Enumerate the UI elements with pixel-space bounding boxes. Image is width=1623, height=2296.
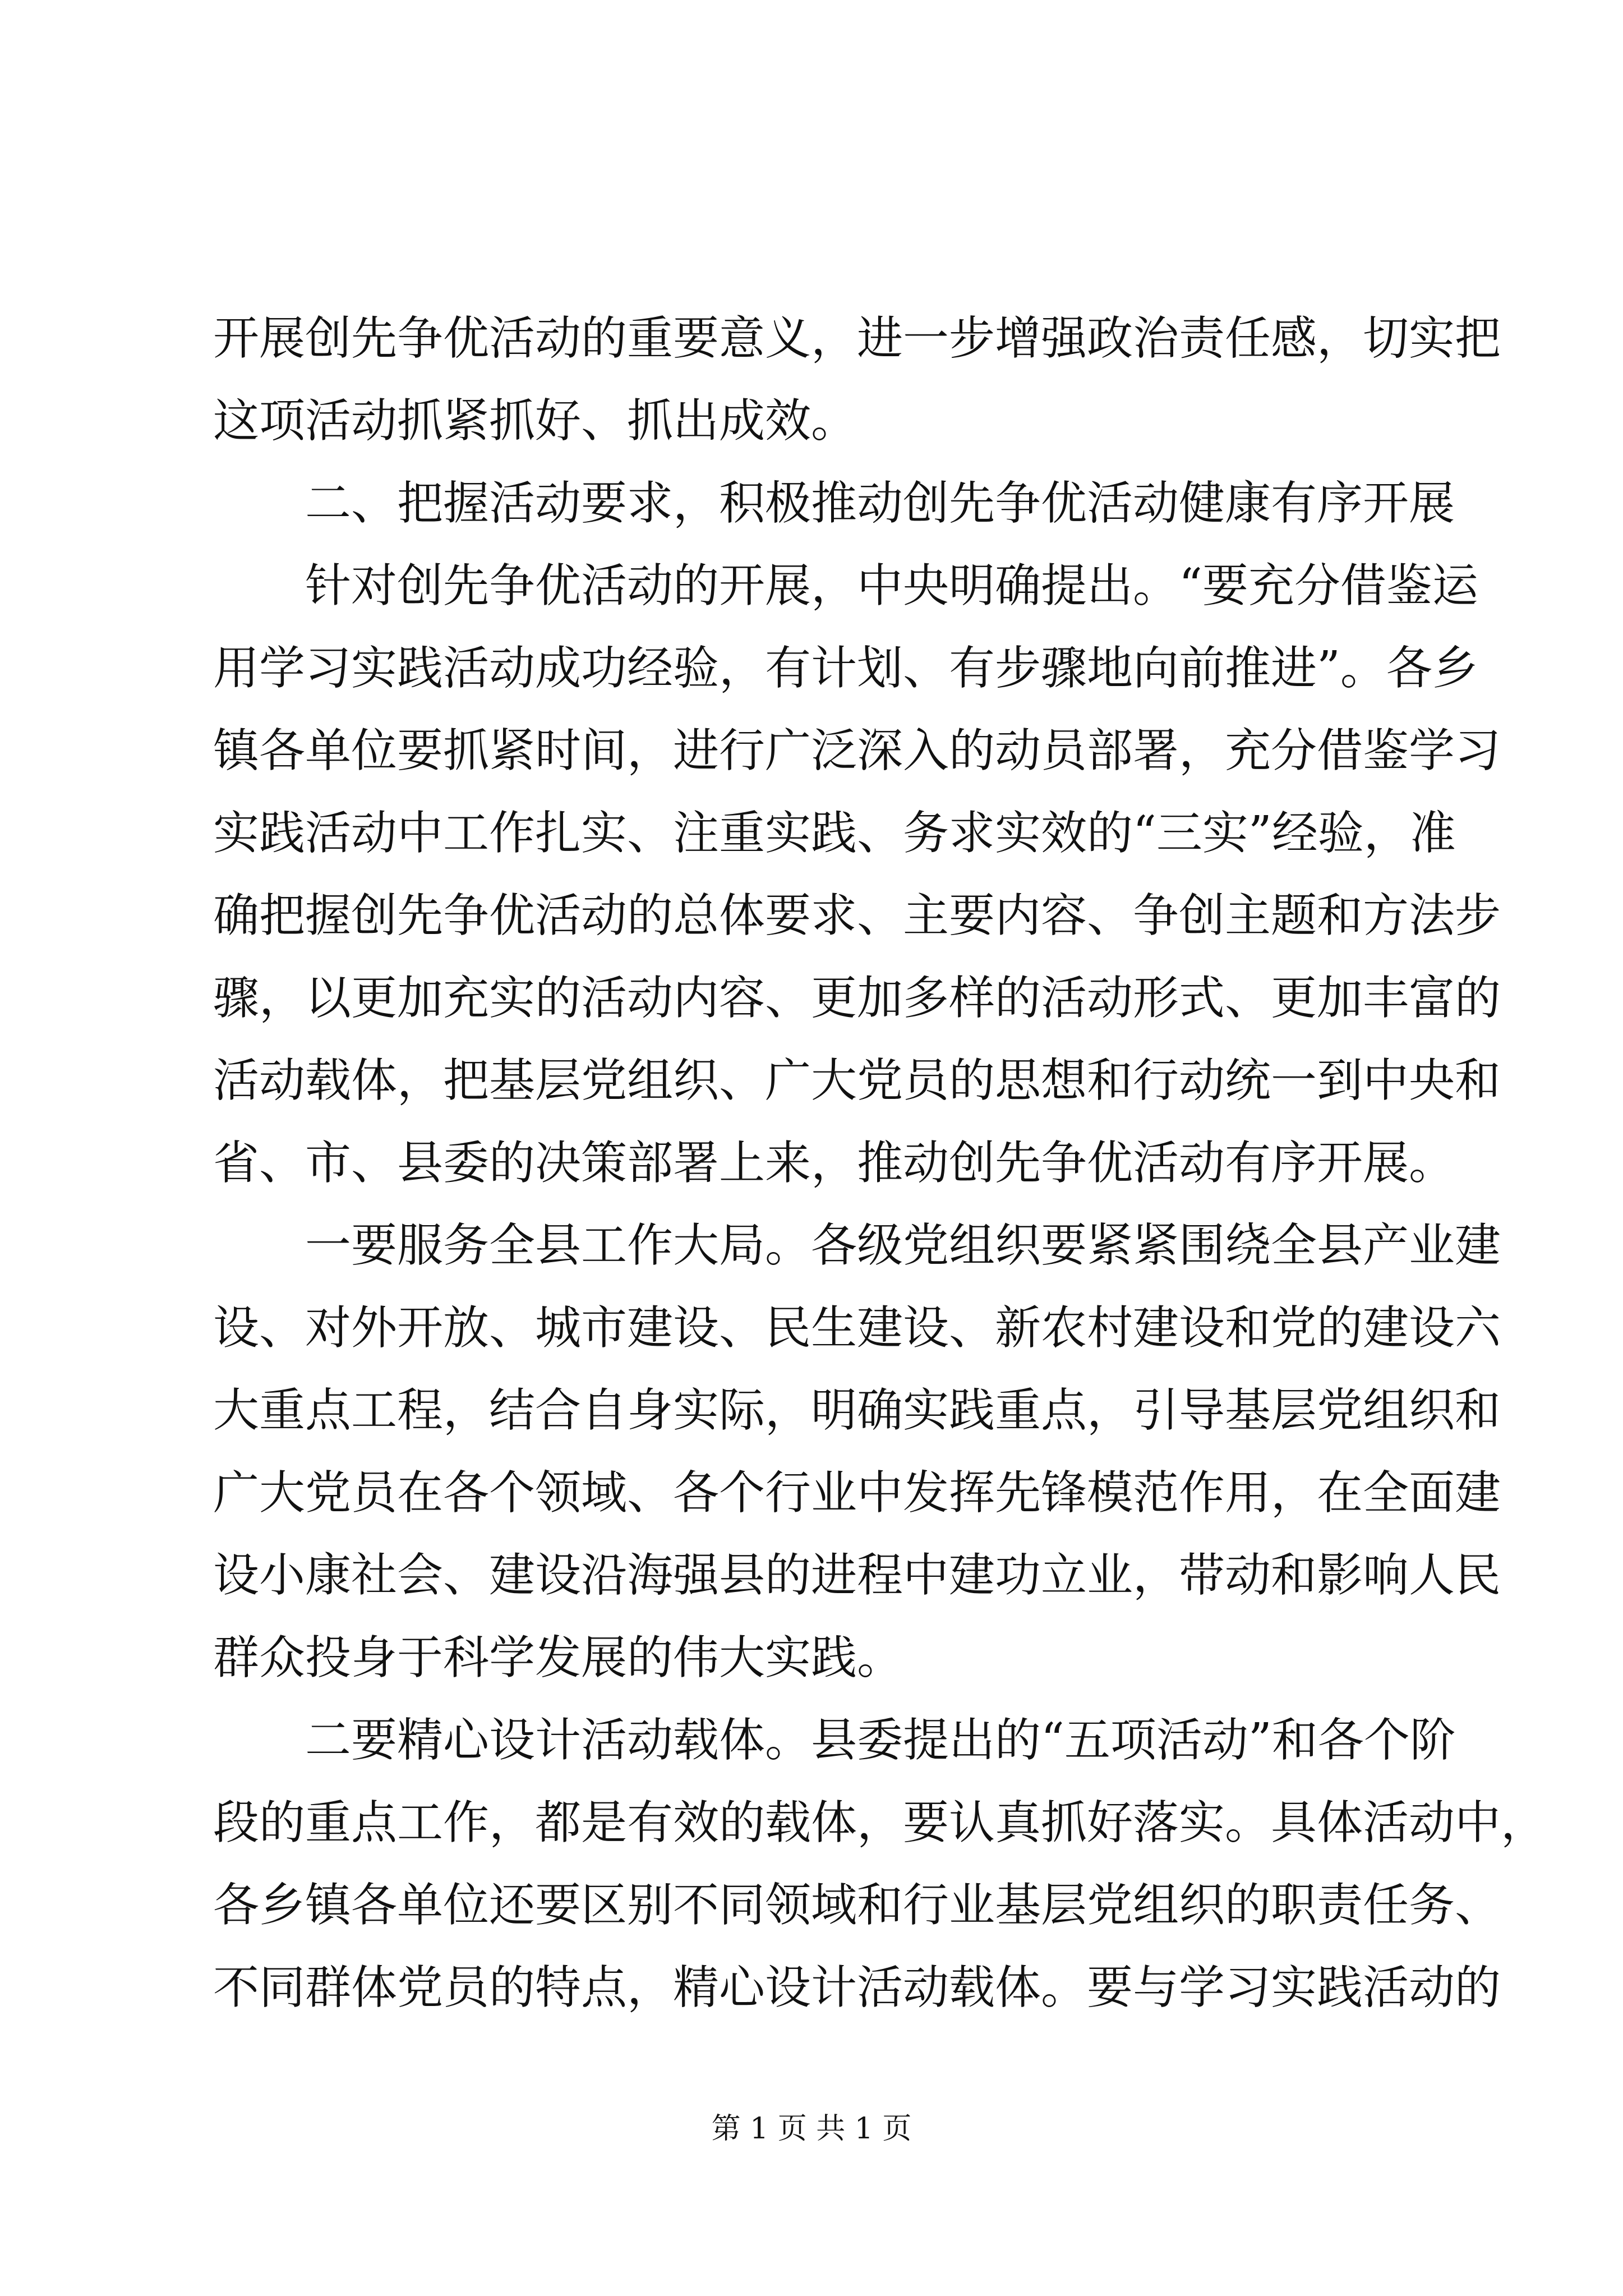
text-line: 广大党员在各个领域、各个行业中发挥先锋模范作用，在全面建 bbox=[213, 1466, 1501, 1520]
text-line: 设、对外开放、城市建设、民生建设、新农村建设和党的建设六 bbox=[213, 1301, 1501, 1355]
text-line: 一要服务全县工作大局。各级党组织要紧紧围绕全县产业建 bbox=[305, 1219, 1501, 1272]
text-line: 群众投身于科学发展的伟大实践。 bbox=[213, 1631, 903, 1685]
text-line: 开展创先争优活动的重要意义，进一步增强政治责任感，切实把 bbox=[213, 312, 1501, 365]
section-heading: 二、把握活动要求，积极推动创先争优活动健康有序开展 bbox=[305, 477, 1455, 530]
text-line: 省、市、县委的决策部署上来，推动创先争优活动有序开展。 bbox=[213, 1137, 1455, 1190]
text-line: 确把握创先争优活动的总体要求、主要内容、争创主题和方法步 bbox=[213, 889, 1501, 942]
text-line: 不同群体党员的特点，精心设计活动载体。要与学习实践活动的 bbox=[213, 1961, 1501, 2014]
text-line: 镇各单位要抓紧时间，进行广泛深入的动员部署，充分借鉴学习 bbox=[213, 724, 1501, 777]
text-line: 这项活动抓紧抓好、抓出成效。 bbox=[213, 394, 857, 448]
text-line: 用学习实践活动成功经验，有计划、有步骤地向前推进”。各乡 bbox=[213, 642, 1478, 695]
body-text bbox=[213, 297, 1547, 2029]
page-number-footer: 第 1 页 共 1 页 bbox=[711, 2112, 912, 2146]
text-line: 段的重点工作，都是有效的载体，要认真抓好落实。具体活动中， bbox=[213, 1796, 1547, 1849]
text-line: 针对创先争优活动的开展，中央明确提出。“要充分借鉴运 bbox=[305, 559, 1478, 613]
text-line: 骤，以更加充实的活动内容、更加多样的活动形式、更加丰富的 bbox=[213, 972, 1501, 1025]
text-line: 二要精心设计活动载体。县委提出的“五项活动”和各个阶 bbox=[305, 1714, 1456, 1767]
text-line: 实践活动中工作扎实、注重实践、务求实效的“三实”经验，准 bbox=[213, 807, 1456, 860]
text-line: 各乡镇各单位还要区别不同领域和行业基层党组织的职责任务、 bbox=[213, 1879, 1501, 1932]
text-line: 活动载体，把基层党组织、广大党员的思想和行动统一到中央和 bbox=[213, 1054, 1501, 1107]
text-line: 设小康社会、建设沿海强县的进程中建功立业，带动和影响人民 bbox=[213, 1549, 1501, 1602]
text-line: 大重点工程，结合自身实际，明确实践重点，引导基层党组织和 bbox=[213, 1384, 1501, 1437]
